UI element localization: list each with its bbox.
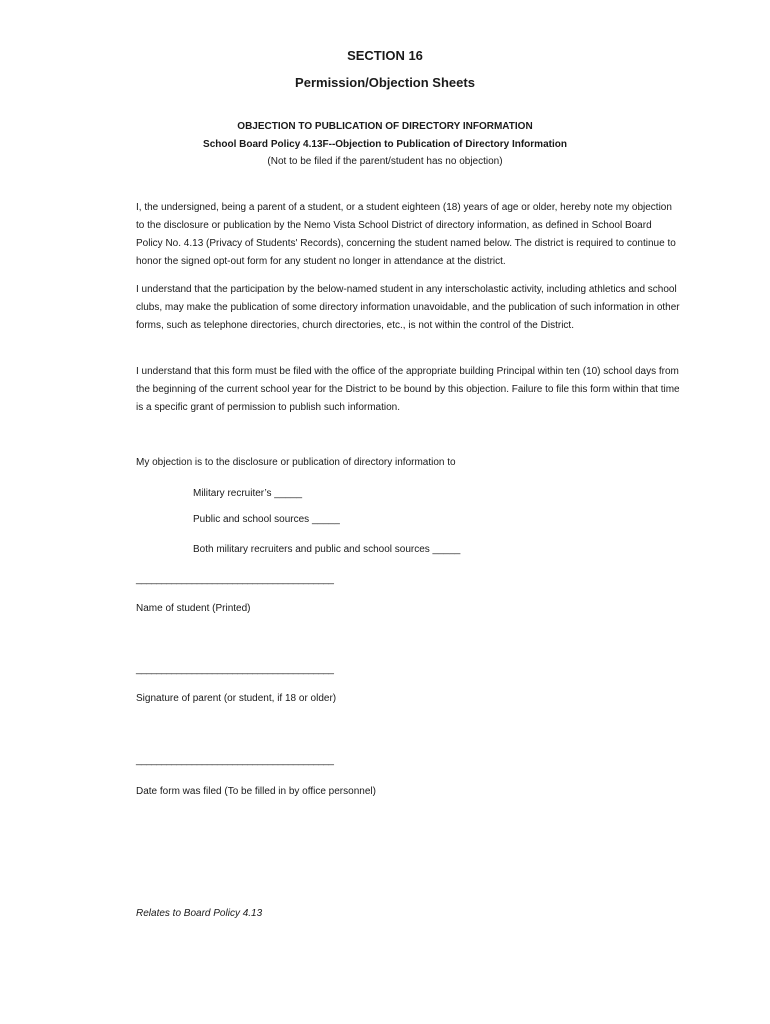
option-military-recruiters[interactable]: Military recruiter’s _____ — [193, 488, 303, 499]
paragraph-objection-statement: I, the undersigned, being a parent of a student, or a student eighteen (18) years of age or older, hereby note my objection to the disclosure or publication by the Nemo Vista School District of directory information, as defined in School Board Policy No. 4.13 (Privacy of Students' Records), concerning the student named below. The district is required to continue to honor the signed opt-out form for any student no longer in attendance at the district. — [136, 202, 676, 267]
form-heading: OBJECTION TO PUBLICATION OF DIRECTORY INFORMATION — [237, 121, 533, 132]
page-title: Permission/Objection Sheets — [295, 75, 475, 90]
policy-reference: School Board Policy 4.13F--Objection to Publication of Directory Information — [203, 139, 567, 150]
footer-policy-reference: Relates to Board Policy 4.13 — [136, 908, 263, 919]
signature-line[interactable]: _______________________________________ — [136, 664, 334, 675]
filing-note: (Not to be filed if the parent/student has no objection) — [267, 156, 503, 167]
paragraph-participation: I understand that the participation by the below-named student in any interscholastic activity, including athletics and school clubs, may make the publication of some directory information unavoidable, and the publication of such information in other forms, such as telephone directories, church directories, etc., is not within the control of the District. — [136, 284, 680, 331]
option-both[interactable]: Both military recruiters and public and school sources _____ — [193, 544, 461, 555]
signature-label: Signature of parent (or student, if 18 or older) — [136, 693, 337, 704]
objection-intro: My objection is to the disclosure or publication of directory information to — [136, 457, 456, 468]
student-name-label: Name of student (Printed) — [136, 603, 251, 614]
paragraph-filing-deadline: I understand that this form must be filed with the office of the appropriate building Principal within ten (10) school days from the beginning of the current school year for the District to be bound by this objection. Failure to file this form within that time is a specific grant of permission to publish such information. — [136, 366, 680, 413]
option-public-school-sources[interactable]: Public and school sources _____ — [193, 514, 340, 525]
date-filed-line[interactable]: _______________________________________ — [136, 755, 334, 766]
student-name-line[interactable]: _______________________________________ — [136, 574, 334, 585]
date-filed-label: Date form was filed (To be filled in by office personnel) — [136, 786, 376, 797]
section-number: SECTION 16 — [347, 48, 423, 63]
